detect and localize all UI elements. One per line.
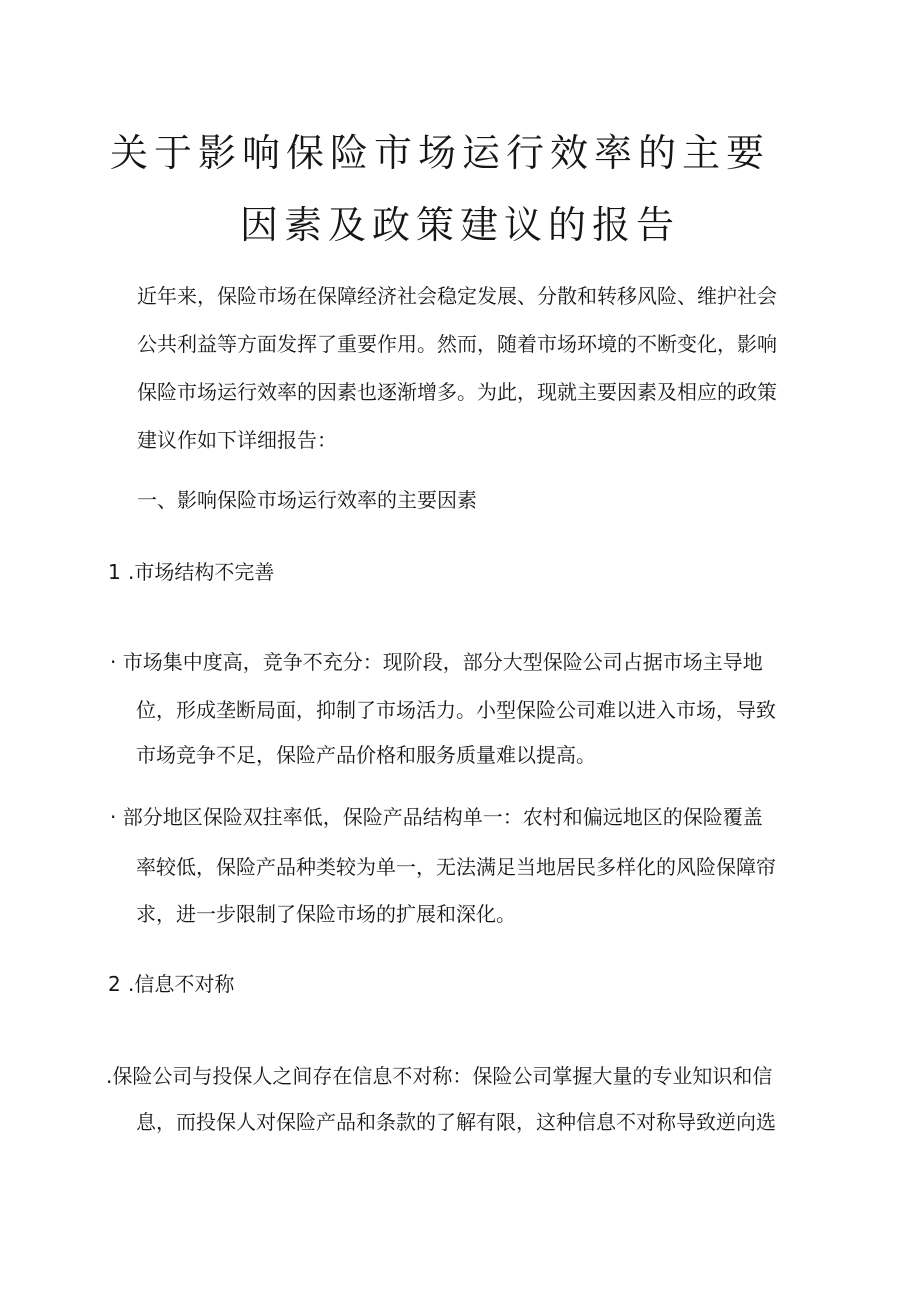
bullet-1-line-1: · 市场集中度高，竞争不充分：现阶段，部分大型保险公司占据市场主导地 bbox=[110, 650, 763, 674]
document-title-line-1: 关于影响保险市场运行效率的主要 bbox=[109, 131, 770, 175]
bullet-2-line-3: 求，进一步限制了保险市场的扩展和深化。 bbox=[136, 902, 516, 926]
bullet-2-line-1: · 部分地区保险双拄率低，保险产品结构单一：农村和偏远地区的保险覆盖 bbox=[110, 805, 763, 829]
bullet-1-line-3: 市场竞争不足，保险产品价格和服务质量难以提高。 bbox=[136, 743, 596, 767]
intro-line-2: 公共利益等方面发挥了重要作用。然而，随着市场环境的不断变化，影响 bbox=[137, 332, 777, 356]
section-1-heading: 一、影响保险市场运行效率的主要因素 bbox=[137, 488, 477, 512]
bullet-3-line-2: 息，而投保人对保险产品和条款的了解有限，这种信息不对称导致逆向选 bbox=[136, 1110, 776, 1134]
bullet-2-line-2: 率较低，保险产品种类较为单一，无法满足当地居民多样化的风险保障帘 bbox=[136, 855, 776, 879]
intro-line-1: 近年来，保险市场在保障经济社会稳定发展、分散和转移风险、维护社会 bbox=[137, 284, 777, 308]
subsection-2-number: 2 bbox=[108, 972, 121, 996]
subsection-1-number: 1 bbox=[108, 560, 121, 584]
subsection-1-title: .市场结构不完善 bbox=[128, 560, 275, 584]
document-title-line-2: 因素及政策建议的报告 bbox=[239, 203, 680, 247]
subsection-2-title: .信息不对称 bbox=[128, 972, 235, 996]
bullet-1-line-2: 位，形成垄断局面，抑制了市场活力。小型保险公司难以进入市场，导致 bbox=[136, 698, 776, 722]
intro-line-3: 保险市场运行效率的因素也逐渐增多。为此，现就主要因素及相应的政策 bbox=[137, 380, 777, 404]
intro-line-4: 建议作如下详细报告： bbox=[137, 428, 337, 452]
bullet-3-line-1: .保险公司与投保人之间存在信息不对称：保险公司掌握大量的专业知识和信 bbox=[106, 1064, 773, 1088]
